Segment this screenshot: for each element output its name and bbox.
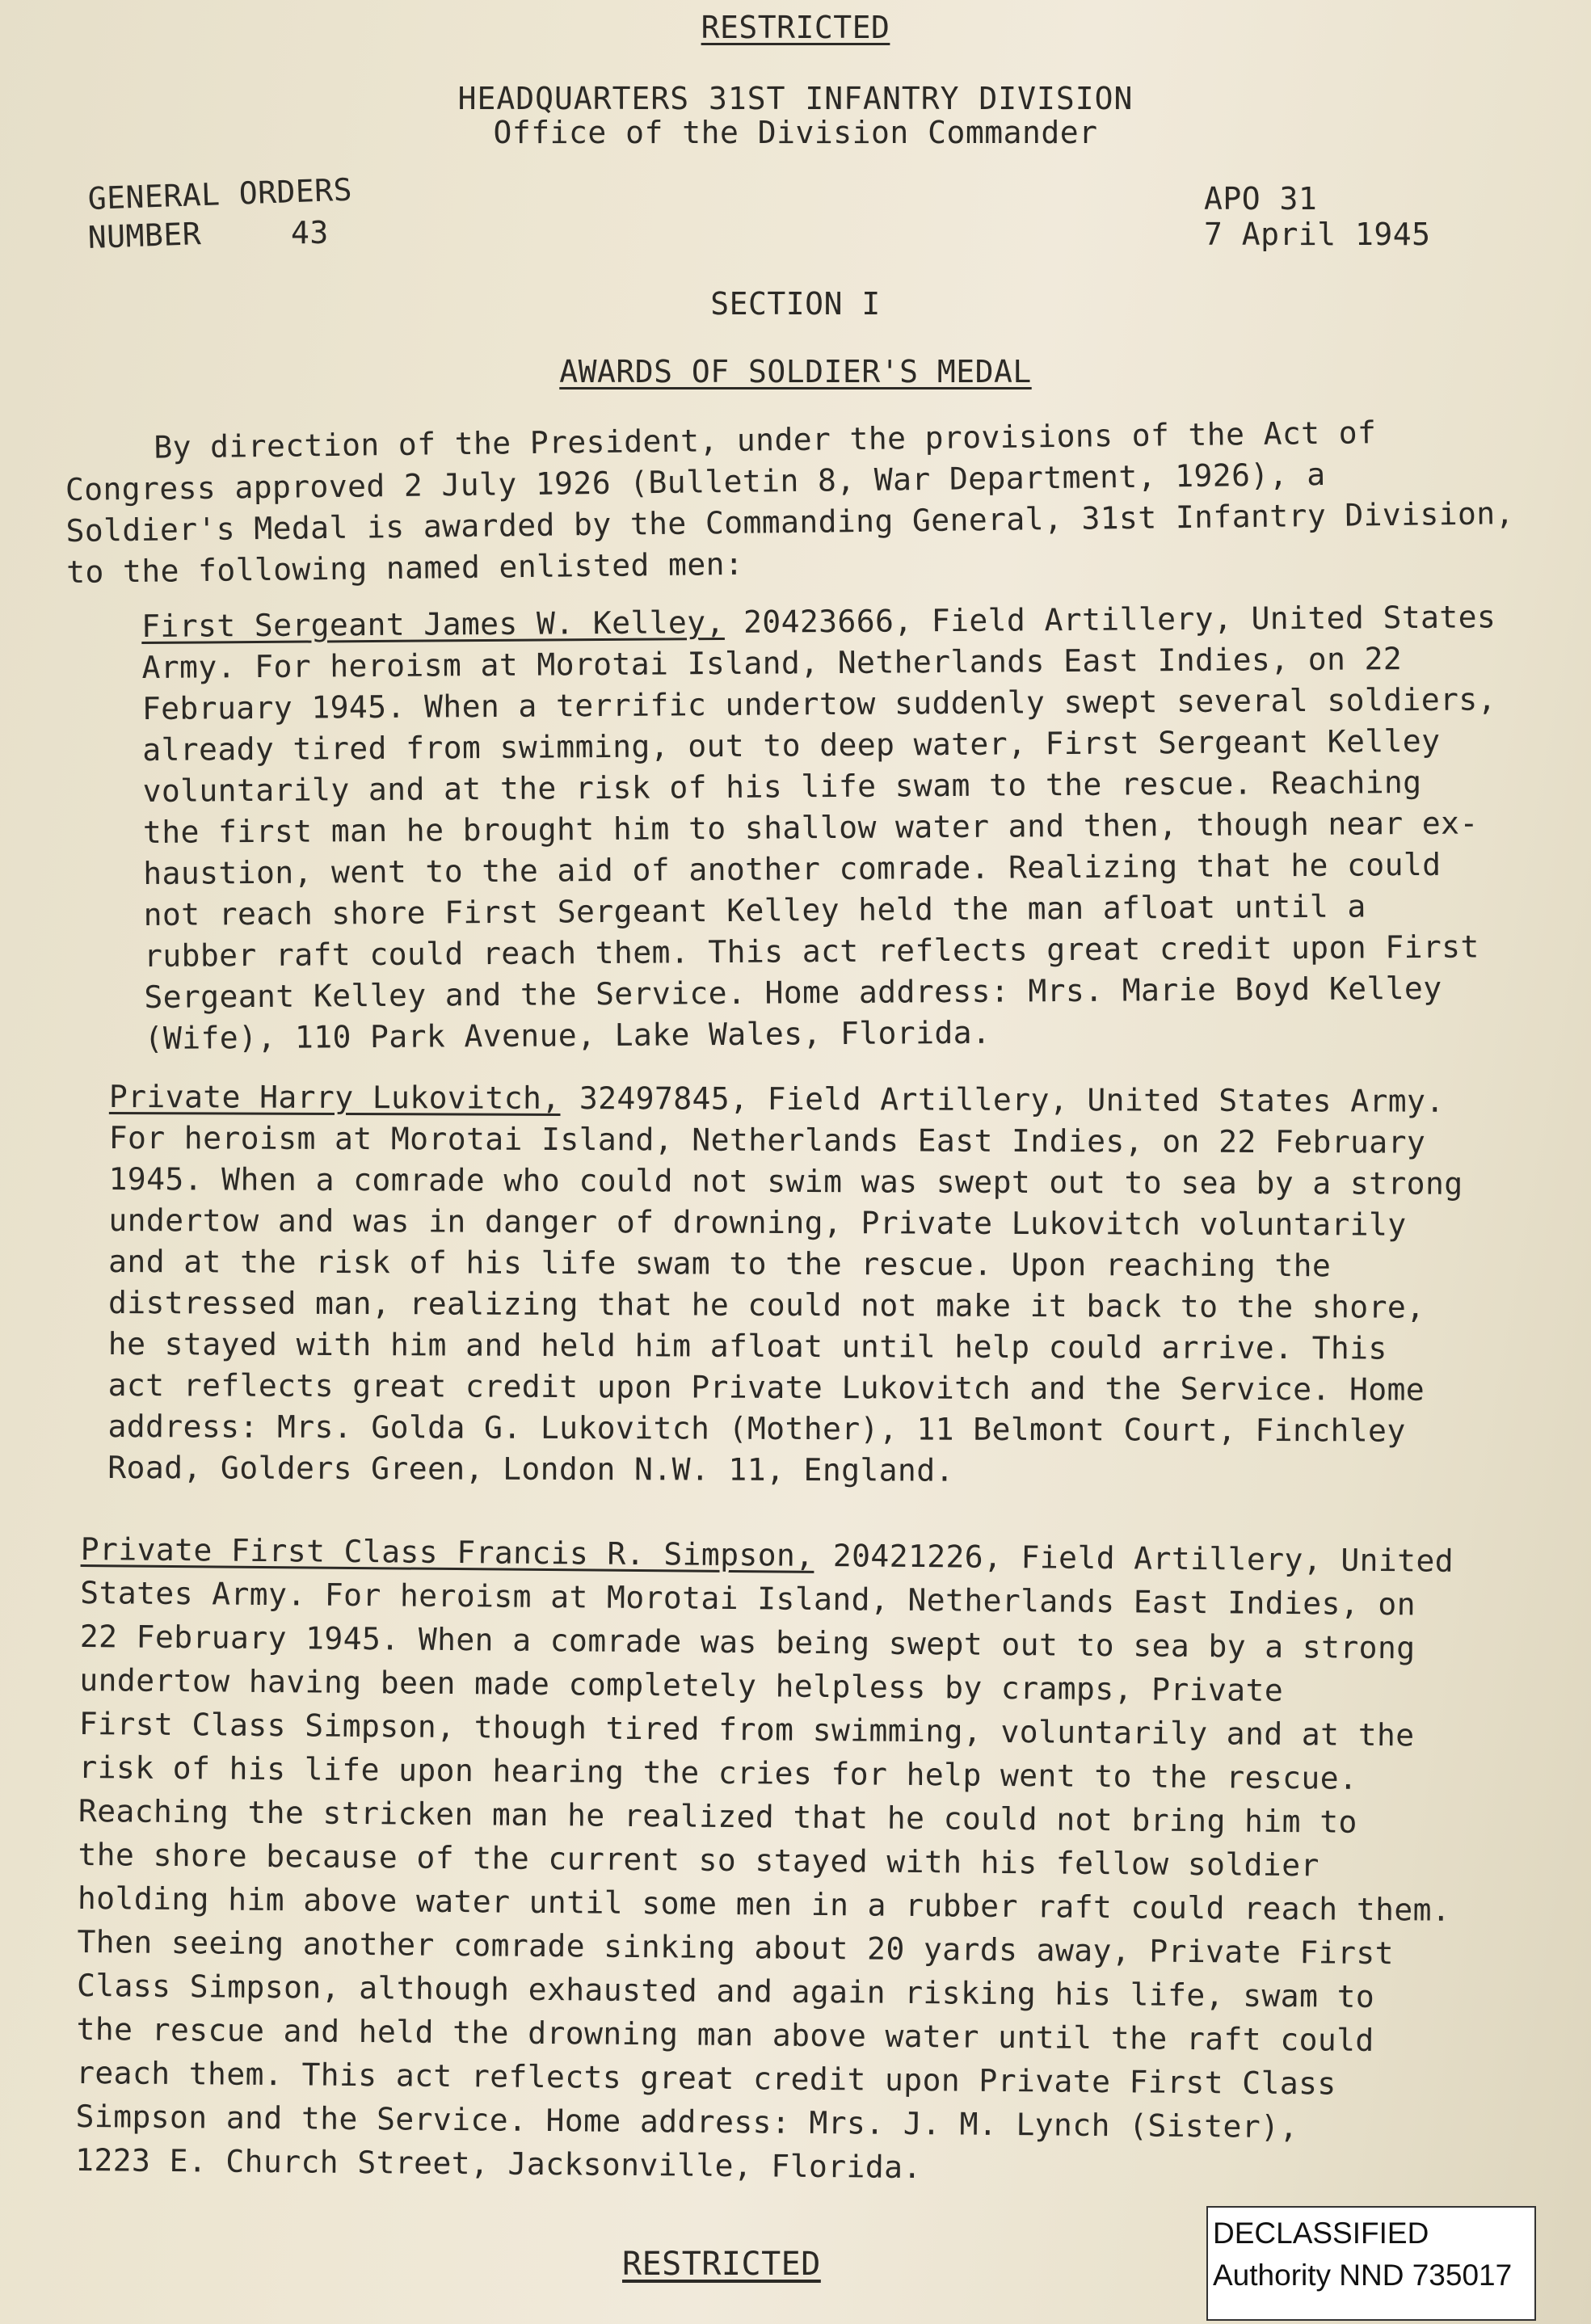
classification-bottom: RESTRICTED	[622, 2246, 821, 2283]
apo-label: APO 31	[1204, 181, 1318, 217]
citation-line: 22 February 1945. When a comrade was being swept out to sea by a strong	[79, 1618, 1416, 1666]
citation-line: 20421226, Field Artillery, United	[814, 1537, 1454, 1579]
citation-line: rubber raft could reach them. This act reflects great credit upon First	[143, 928, 1479, 974]
citation-line: risk of his life upon hearing the cries for help went to the rescue.	[78, 1749, 1358, 1796]
citation-line: undertow and was in danger of drowning, Private Lukovitch voluntarily	[108, 1202, 1407, 1243]
citation-line: already tired from swimming, out to deep water, First Sergeant Kelley	[142, 722, 1441, 768]
headquarters-heading: HEADQUARTERS 31ST INFANTRY DIVISION	[457, 81, 1134, 116]
citation-line: act reflects great credit upon Private Lukovitch and the Service. Home	[107, 1366, 1425, 1408]
citation-line: the shore because of the current so stayed with his fellow soldier	[78, 1836, 1320, 1884]
citation-line: Reaching the stricken man he realized that he could not bring him to	[78, 1792, 1357, 1840]
recipient-name: Private First Class Francis R. Simpson,	[80, 1530, 814, 1573]
citation-line: undertow having been made completely helpless by cramps, Private	[79, 1661, 1284, 1708]
declassified-stamp	[1206, 2206, 1536, 2321]
citation-line: Army. For heroism at Morotai Island, Netherlands East Indies, on 22	[141, 641, 1403, 685]
citation-line: States Army. For heroism at Morotai Island, Netherlands East Indies, on	[80, 1574, 1416, 1623]
citation-line: voluntarily and at the risk of his life swam to the rescue. Reaching	[142, 764, 1422, 809]
citation-line: 32497845, Field Artillery, United States Army.	[560, 1080, 1445, 1119]
citation-line: (Wife), 110 Park Avenue, Lake Wales, Florida.	[144, 1014, 991, 1056]
office-heading: Office of the Division Commander	[493, 115, 1098, 150]
general-orders-label: GENERAL ORDERS	[87, 171, 353, 217]
citation-simpson	[75, 1527, 1454, 2194]
citation-line: distressed man, realizing that he could not make it back to the shore,	[107, 1284, 1425, 1325]
stamp-line-2: Authority NND 735017	[1213, 2259, 1513, 2292]
citation-line: Sergeant Kelley and the Service. Home address: Mrs. Marie Boyd Kelley	[144, 970, 1442, 1015]
recipient-name: First Sergeant James W. Kelley,	[141, 604, 725, 644]
intro-line: Congress approved 2 July 1926 (Bulletin 8, War Department, 1926), a	[65, 456, 1326, 507]
citation-line: not reach shore First Sergeant Kelley held the man afloat until a	[143, 888, 1366, 933]
citation-line: 20423666, Field Artillery, United States	[724, 599, 1496, 640]
document-title: AWARDS OF SOLDIER'S MEDAL	[559, 354, 1032, 389]
citation-line: address: Mrs. Golda G. Lukovitch (Mother), 11 Belmont Court, Finchley	[107, 1408, 1406, 1449]
citation-line: Simpson and the Service. Home address: Mrs. J. M. Lynch (Sister),	[75, 2098, 1298, 2145]
order-number: 43	[291, 215, 329, 251]
intro-line: to the following named enlisted men:	[65, 545, 744, 590]
intro-line: Soldier's Medal is awarded by the Commanding General, 31st Infantry Division,	[65, 495, 1515, 549]
citation-lukovitch	[107, 1076, 1463, 1493]
intro-line: By direction of the President, under the provisions of the Act of	[154, 415, 1377, 465]
citation-line: February 1945. When a terrific undertow suddenly swept several soldiers,	[141, 681, 1497, 726]
classification-top: RESTRICTED	[701, 10, 890, 45]
citation-line: reach them. This act reflects great credit upon Private First Class	[75, 2054, 1336, 2102]
intro-paragraph	[65, 410, 1515, 593]
recipient-name: Private Harry Lukovitch,	[108, 1079, 561, 1116]
citation-line: haustion, went to the aid of another comrade. Realizing that he could	[143, 846, 1442, 891]
citation-line: and at the risk of his life swam to the rescue. Upon reaching the	[108, 1243, 1332, 1284]
citation-line: Then seeing another comrade sinking about 20 yards away, Private First	[77, 1923, 1395, 1972]
citation-line: Class Simpson, although exhausted and again risking his life, swam to	[76, 1967, 1375, 2015]
citation-kelley	[141, 596, 1499, 1059]
stamp-line-1: DECLASSIFIED	[1213, 2217, 1429, 2250]
citation-line: 1223 E. Church Street, Jacksonville, Florida.	[74, 2141, 922, 2186]
citation-line: First Class Simpson, though tired from swimming, voluntarily and at the	[78, 1705, 1415, 1754]
section-heading: SECTION I	[710, 286, 881, 322]
citation-line: For heroism at Morotai Island, Netherlands East Indies, on 22 February	[108, 1119, 1426, 1160]
citation-line: the rescue and held the drowning man above water until the raft could	[76, 2010, 1374, 2058]
citation-line: Road, Golders Green, London N.W. 11, England.	[107, 1449, 954, 1488]
citation-line: 1945. When a comrade who could not swim was swept out to sea by a strong	[108, 1160, 1463, 1202]
citation-line: he stayed with him and held him afloat until help could arrive. This	[107, 1325, 1387, 1366]
order-date: 7 April 1945	[1204, 217, 1431, 252]
citation-line: the first man he brought him to shallow water and then, though near ex-	[142, 805, 1479, 850]
citation-line: holding him above water until some men in a rubber raft could reach them.	[77, 1880, 1451, 1928]
number-label: NUMBER	[87, 216, 202, 255]
